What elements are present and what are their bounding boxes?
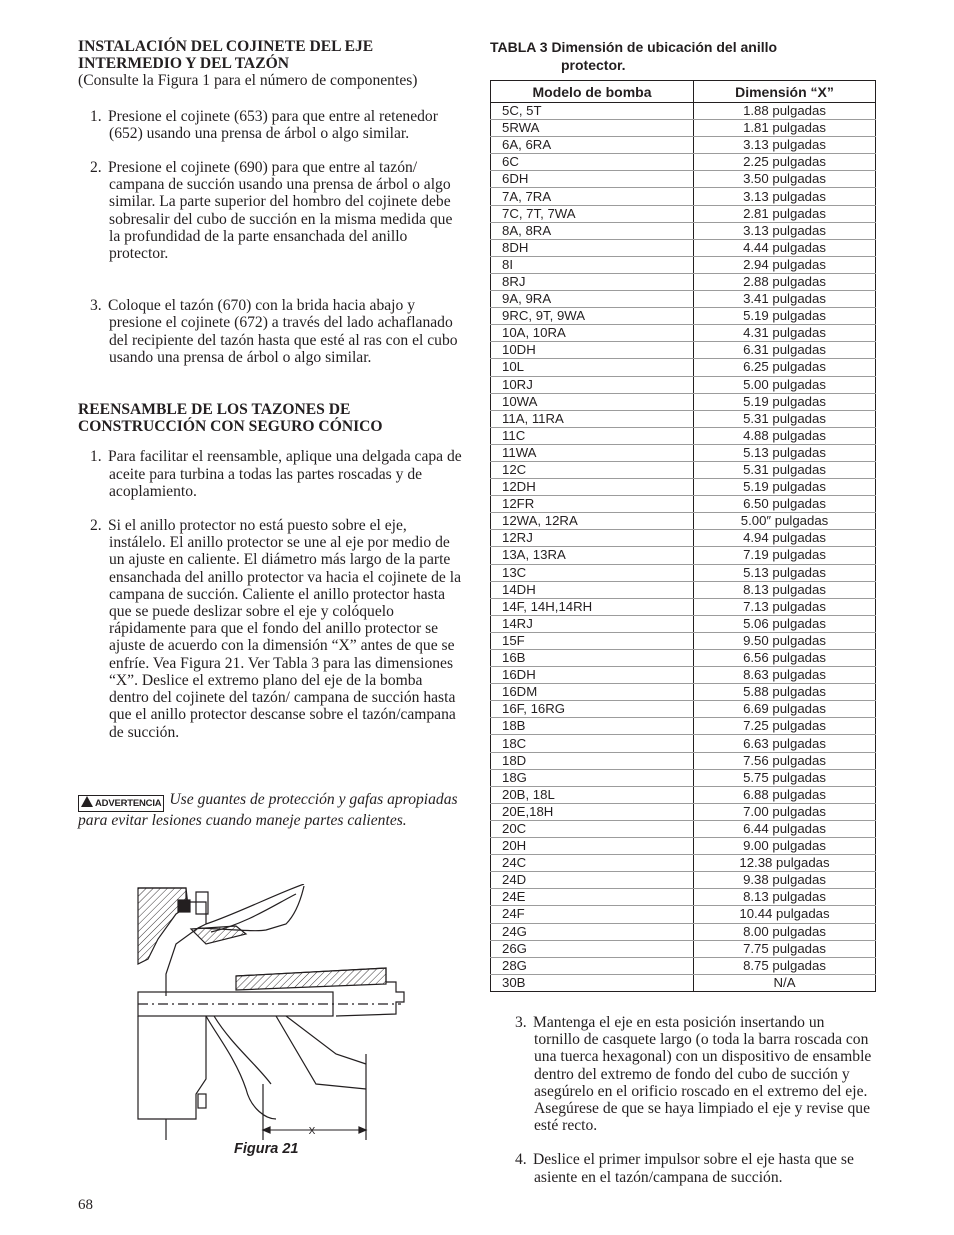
table-row xyxy=(491,120,876,137)
cell-dimension: 6.63 pulgadas xyxy=(694,735,876,752)
list-item xyxy=(503,1014,873,1134)
lower-hub xyxy=(138,1016,206,1119)
table-row xyxy=(491,889,876,906)
bowl-shell xyxy=(198,886,304,931)
table-row xyxy=(491,308,876,325)
right-column xyxy=(503,1014,873,1186)
cell-dimension: 5.00 pulgadas xyxy=(694,376,876,393)
cell-model: 11C xyxy=(491,427,694,444)
cell-dimension: 6.88 pulgadas xyxy=(694,786,876,803)
cell-model: 26G xyxy=(491,940,694,957)
table-row xyxy=(491,496,876,513)
list-item xyxy=(78,159,463,262)
heading-line: INSTALACIÓN DEL COJINETE DEL EJE xyxy=(78,38,374,55)
warning-note xyxy=(78,791,463,829)
cell-dimension: 2.94 pulgadas xyxy=(694,256,876,273)
cell-dimension: 1.88 pulgadas xyxy=(694,103,876,120)
cell-dimension: 2.81 pulgadas xyxy=(694,205,876,222)
cell-model: 15F xyxy=(491,632,694,649)
table-row xyxy=(491,564,876,581)
cell-dimension: 6.31 pulgadas xyxy=(694,342,876,359)
cell-model: 24F xyxy=(491,906,694,923)
table-row xyxy=(491,940,876,957)
cell-dimension: 9.00 pulgadas xyxy=(694,838,876,855)
table-row xyxy=(491,427,876,444)
cell-dimension: 3.50 pulgadas xyxy=(694,171,876,188)
cell-model: 11WA xyxy=(491,444,694,461)
cell-model: 13A, 13RA xyxy=(491,547,694,564)
cell-dimension: 1.81 pulgadas xyxy=(694,120,876,137)
table-title-line: protector. xyxy=(561,57,626,73)
table-row xyxy=(491,359,876,376)
cell-model: 18C xyxy=(491,735,694,752)
cell-model: 9RC, 9T, 9WA xyxy=(491,308,694,325)
table-row xyxy=(491,872,876,889)
warning-triangle-icon xyxy=(81,796,93,807)
cell-dimension: 2.88 pulgadas xyxy=(694,273,876,290)
table-row xyxy=(491,632,876,649)
heading-line: CONSTRUCCIÓN CON SEGURO CÓNICO xyxy=(78,418,383,436)
cell-model: 12DH xyxy=(491,479,694,496)
lower-bolt xyxy=(198,1094,206,1108)
list-number: 1. xyxy=(90,107,102,125)
cell-dimension: 8.63 pulgadas xyxy=(694,667,876,684)
table-row xyxy=(491,256,876,273)
protective-ring-cone xyxy=(286,1016,366,1064)
cell-dimension: 12.38 pulgadas xyxy=(694,855,876,872)
cell-dimension: 8.13 pulgadas xyxy=(694,581,876,598)
table-row xyxy=(491,222,876,239)
warning-badge xyxy=(78,795,164,812)
cell-model: 12C xyxy=(491,461,694,478)
cell-dimension: 4.44 pulgadas xyxy=(694,239,876,256)
list-number: 2. xyxy=(90,159,102,177)
table-row xyxy=(491,718,876,735)
table-row xyxy=(491,273,876,290)
list-item xyxy=(78,517,463,741)
cell-dimension: 3.41 pulgadas xyxy=(694,291,876,308)
section-heading-bowl-reassembly xyxy=(78,401,463,435)
cell-dimension: 7.25 pulgadas xyxy=(694,718,876,735)
cell-dimension: 5.13 pulgadas xyxy=(694,444,876,461)
cell-model: 8I xyxy=(491,256,694,273)
dimension-x-arrow-right xyxy=(359,1127,366,1133)
list-text: Presione el cojinete (690) para que entre al tazón/ campana de succión usando una prensa de árbol o algo similar. La parte superior del hombro del cojinete debe sobresalir del cubo de succión en la misma medida que la profundidad de la parte ensanchada del anillo protector. xyxy=(108,159,453,263)
table-row xyxy=(491,701,876,718)
table-row xyxy=(491,838,876,855)
table-row xyxy=(491,410,876,427)
cell-model: 16F, 16RG xyxy=(491,701,694,718)
table-row xyxy=(491,598,876,615)
cell-dimension: 6.56 pulgadas xyxy=(694,650,876,667)
table-body xyxy=(491,103,876,992)
table-row xyxy=(491,291,876,308)
cell-dimension: 5.06 pulgadas xyxy=(694,615,876,632)
cell-dimension: 3.13 pulgadas xyxy=(694,222,876,239)
list-number: 4. xyxy=(515,1151,527,1169)
table-row xyxy=(491,581,876,598)
bowl-vane xyxy=(206,884,304,924)
list-item xyxy=(78,448,463,500)
cell-model: 24G xyxy=(491,923,694,940)
cell-model: 16DM xyxy=(491,684,694,701)
cell-dimension: 10.44 pulgadas xyxy=(694,906,876,923)
cell-dimension: 6.44 pulgadas xyxy=(694,820,876,837)
cell-model: 10A, 10RA xyxy=(491,325,694,342)
cell-model: 6DH xyxy=(491,171,694,188)
list-text: Deslice el primer impulsor sobre el eje hasta que se asiente en el tazón/campana de succión. xyxy=(533,1151,854,1186)
list-number: 3. xyxy=(90,297,102,315)
table-row xyxy=(491,461,876,478)
table-row xyxy=(491,154,876,171)
dimension-x-arrow-left xyxy=(263,1127,270,1133)
table-row xyxy=(491,393,876,410)
figure-caption: Figura 21 xyxy=(234,1141,299,1157)
cell-model: 24D xyxy=(491,872,694,889)
list-text: Para facilitar el reensamble, aplique una delgada capa de aceite para turbina a todas las partes roscadas y de acoplamiento. xyxy=(108,448,462,500)
cell-dimension: 5.13 pulgadas xyxy=(694,564,876,581)
list-text: Presione el cojinete (653) para que entre al retenedor (652) usando una prensa de árbol o algo similar. xyxy=(108,107,438,142)
table-row xyxy=(491,615,876,632)
cell-dimension: 5.31 pulgadas xyxy=(694,461,876,478)
cell-dimension: 3.13 pulgadas xyxy=(694,137,876,154)
table-row xyxy=(491,923,876,940)
table-title-line: TABLA 3 Dimensión de ubicación del anillo xyxy=(490,39,778,55)
table-row xyxy=(491,650,876,667)
cell-model: 16DH xyxy=(491,667,694,684)
cell-model: 6A, 6RA xyxy=(491,137,694,154)
figure-21-illustration xyxy=(136,884,411,1140)
dimension-table xyxy=(490,80,876,992)
cell-model: 20C xyxy=(491,820,694,837)
cell-dimension: 4.31 pulgadas xyxy=(694,325,876,342)
cell-dimension: 7.13 pulgadas xyxy=(694,598,876,615)
heading-line: REENSAMBLE DE LOS TAZONES DE xyxy=(78,401,351,419)
protective-ring-cone-2 xyxy=(276,1016,366,1089)
table-row xyxy=(491,769,876,786)
cell-model: 20E,18H xyxy=(491,803,694,820)
cell-model: 16B xyxy=(491,650,694,667)
cell-model: 8RJ xyxy=(491,273,694,290)
cell-dimension: 3.13 pulgadas xyxy=(694,188,876,205)
cell-dimension: 5.19 pulgadas xyxy=(694,393,876,410)
left-column xyxy=(78,38,463,741)
bolt xyxy=(178,900,190,912)
cell-dimension: 5.75 pulgadas xyxy=(694,769,876,786)
table-row xyxy=(491,855,876,872)
table-row xyxy=(491,513,876,530)
table-row xyxy=(491,444,876,461)
table-title xyxy=(490,38,870,74)
warning-badge-label: ADVERTENCIA xyxy=(95,798,162,809)
list-item xyxy=(503,1151,873,1185)
shaft-hatched xyxy=(236,968,386,990)
cell-model: 8A, 8RA xyxy=(491,222,694,239)
table-row xyxy=(491,479,876,496)
heading-line: INTERMEDIO Y DEL TAZÓN xyxy=(78,55,289,73)
cell-model: 14F, 14H,14RH xyxy=(491,598,694,615)
table-row xyxy=(491,752,876,769)
table-row xyxy=(491,239,876,256)
cell-model: 30B xyxy=(491,974,694,991)
cell-dimension: 6.25 pulgadas xyxy=(694,359,876,376)
table-row xyxy=(491,735,876,752)
column-header-model: Modelo de bomba xyxy=(491,81,694,103)
cell-model: 24E xyxy=(491,889,694,906)
cell-model: 10DH xyxy=(491,342,694,359)
table-row xyxy=(491,667,876,684)
cell-model: 12RJ xyxy=(491,530,694,547)
list-text: Coloque el tazón (670) con la brida hacia abajo y presione el cojinete (672) a través del lado achaflanado del recipiente del tazón hasta que esté al ras con el cubo usando una prensa de árbol o algo similar. xyxy=(108,297,458,366)
cell-dimension: 2.25 pulgadas xyxy=(694,154,876,171)
cell-model: 13C xyxy=(491,564,694,581)
table-row xyxy=(491,530,876,547)
table-row xyxy=(491,957,876,974)
page-number: 68 xyxy=(78,1197,93,1213)
section-heading-bearing-installation xyxy=(78,38,463,72)
table-row xyxy=(491,103,876,120)
table-header-row xyxy=(491,81,876,103)
seal-ring-hatched xyxy=(191,926,246,944)
cell-dimension: N/A xyxy=(694,974,876,991)
cell-model: 18G xyxy=(491,769,694,786)
cell-dimension: 9.38 pulgadas xyxy=(694,872,876,889)
list-item xyxy=(78,108,463,142)
table-row xyxy=(491,547,876,564)
cell-model: 14DH xyxy=(491,581,694,598)
table-row xyxy=(491,974,876,991)
cell-model: 6C xyxy=(491,154,694,171)
cell-dimension: 6.50 pulgadas xyxy=(694,496,876,513)
impeller-eye-inner xyxy=(214,1016,271,1084)
cell-model: 20B, 18L xyxy=(491,786,694,803)
cell-dimension: 7.19 pulgadas xyxy=(694,547,876,564)
cell-model: 18B xyxy=(491,718,694,735)
cell-model: 18D xyxy=(491,752,694,769)
cell-model: 7A, 7RA xyxy=(491,188,694,205)
list-number: 2. xyxy=(90,517,102,535)
list-number: 1. xyxy=(90,448,102,466)
cell-model: 8DH xyxy=(491,239,694,256)
warning-text: Use guantes de protección y gafas apropiadas para evitar lesiones cuando maneje partes calientes. xyxy=(78,791,458,829)
cell-model: 24C xyxy=(491,855,694,872)
cell-model: 5C, 5T xyxy=(491,103,694,120)
column-header-dimension: Dimensión “X” xyxy=(694,81,876,103)
table-row xyxy=(491,684,876,701)
table-row xyxy=(491,803,876,820)
cell-model: 20H xyxy=(491,838,694,855)
cell-dimension: 9.50 pulgadas xyxy=(694,632,876,649)
table-row xyxy=(491,171,876,188)
list-item xyxy=(78,297,463,366)
cell-dimension: 8.13 pulgadas xyxy=(694,889,876,906)
table-row xyxy=(491,786,876,803)
table-row xyxy=(491,137,876,154)
cell-model: 28G xyxy=(491,957,694,974)
cell-model: 14RJ xyxy=(491,615,694,632)
list-number: 3. xyxy=(515,1014,527,1031)
cell-dimension: 5.19 pulgadas xyxy=(694,308,876,325)
dimension-x-label: X xyxy=(308,1126,316,1137)
cell-model: 10RJ xyxy=(491,376,694,393)
cell-model: 5RWA xyxy=(491,120,694,137)
list-text: Mantenga el eje en esta posición insertando un tornillo de casquete largo (o toda la barra roscada con una tuerca hexagonal) con un dispositivo de ensamble dentro del extremo de fondo del cubo de succión y asegúrelo en el orificio roscado en el extremo del eje. Asegúrese de que se haya limpiado el eje y revise que esté recto. xyxy=(533,1014,872,1135)
cell-model: 12WA, 12RA xyxy=(491,513,694,530)
list-text: Si el anillo protector no está puesto sobre el eje, instálelo. El anillo protector se une al eje por medio de un ajuste en caliente. El diámetro más largo de la parte ensanchada del anillo protector va hacia el cojinete de la campana de succión. Caliente el anillo protector hasta que se puede deslizar sobre el eje y colóquelo rápidamente para que el fondo del anillo protector se ajuste de acuerdo con la dimensión “X” antes de que se enfríe. Vea Figura 21. Ver Tabla 3 para las dimensiones “X”. Deslice el extremo plano del eje de la bomba dentro del cojinete del tazón/ campana de succión hasta que el anillo protector descanse sobre el tazón/campana de succión. xyxy=(108,517,461,741)
cell-dimension: 4.88 pulgadas xyxy=(694,427,876,444)
cell-dimension: 7.56 pulgadas xyxy=(694,752,876,769)
cell-model: 9A, 9RA xyxy=(491,291,694,308)
cell-dimension: 5.00″ pulgadas xyxy=(694,513,876,530)
cell-dimension: 5.88 pulgadas xyxy=(694,684,876,701)
table-row xyxy=(491,820,876,837)
cell-model: 10L xyxy=(491,359,694,376)
section-subheading: (Consulte la Figura 1 para el número de componentes) xyxy=(78,72,418,90)
cell-dimension: 5.19 pulgadas xyxy=(694,479,876,496)
cell-dimension: 5.31 pulgadas xyxy=(694,410,876,427)
table-row xyxy=(491,906,876,923)
cell-model: 11A, 11RA xyxy=(491,410,694,427)
cell-dimension: 6.69 pulgadas xyxy=(694,701,876,718)
cell-dimension: 8.00 pulgadas xyxy=(694,923,876,940)
table-row xyxy=(491,325,876,342)
table-row xyxy=(491,376,876,393)
cell-model: 7C, 7T, 7WA xyxy=(491,205,694,222)
table-row xyxy=(491,342,876,359)
cell-dimension: 4.94 pulgadas xyxy=(694,530,876,547)
table-row xyxy=(491,188,876,205)
cell-dimension: 7.00 pulgadas xyxy=(694,803,876,820)
cell-model: 10WA xyxy=(491,393,694,410)
cell-dimension: 8.75 pulgadas xyxy=(694,957,876,974)
cell-dimension: 7.75 pulgadas xyxy=(694,940,876,957)
cell-model: 12FR xyxy=(491,496,694,513)
impeller-eye xyxy=(206,1016,276,1119)
table-row xyxy=(491,205,876,222)
